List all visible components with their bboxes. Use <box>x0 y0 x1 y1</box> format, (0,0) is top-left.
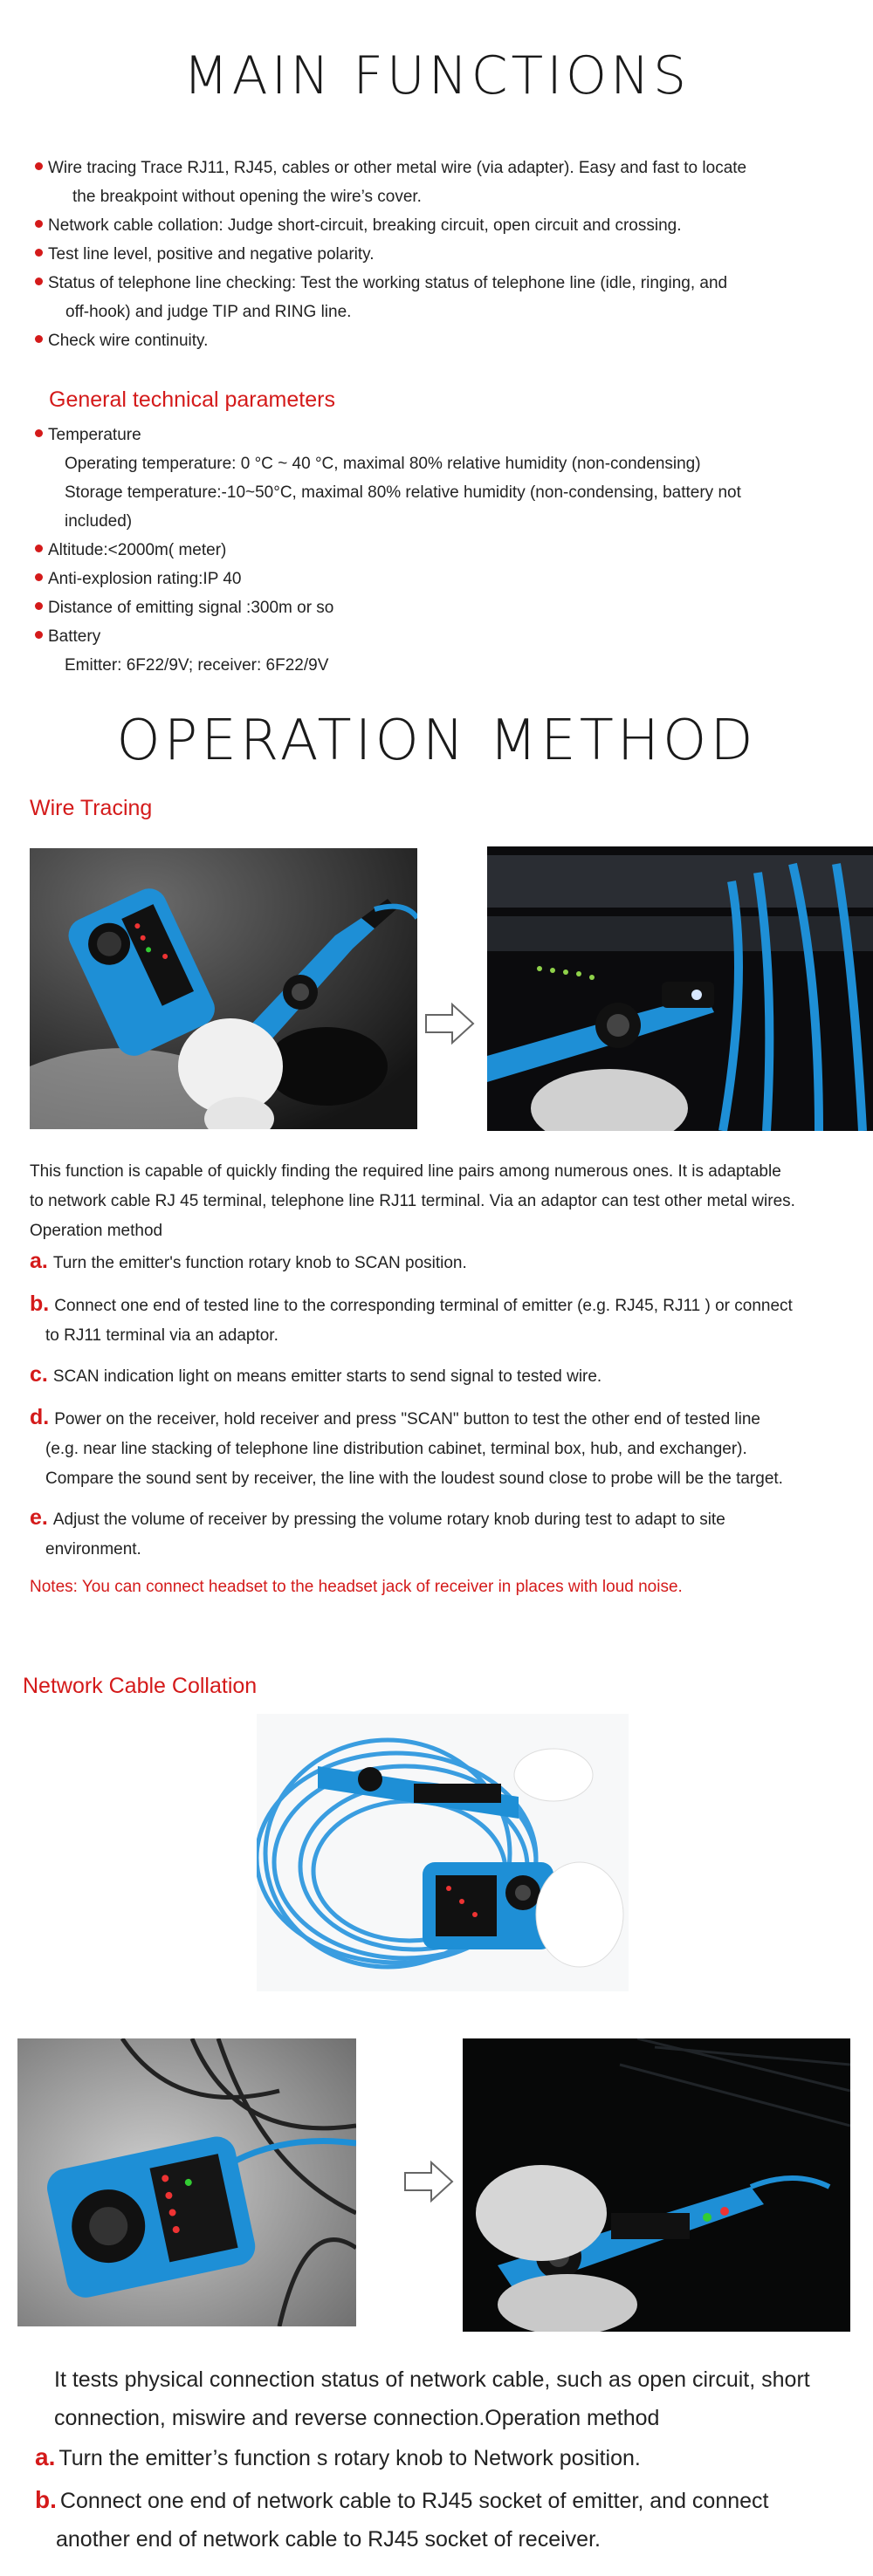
list-item: Network cable collation: Judge short-circuit, breaking circuit, open circuit and crossing. <box>35 211 856 240</box>
list-item: Temperature <box>35 421 856 449</box>
list-item: a. Turn the emitter's function rotary knob to SCAN position. <box>30 1249 467 1273</box>
list-item: d. Power on the receiver, hold receiver and press "SCAN" button to test the other end of tested line (e.g. near line stacking of telephone line distribution cabinet, terminal box, hub, and exchanger). Compare the sound sent by receiver, the line with the loudest sound close to probe will be the target. <box>30 1405 783 1488</box>
bullet-dot-icon <box>35 545 43 552</box>
bullet-dot-icon <box>35 602 43 610</box>
list-item: a. Turn the emitter’s function s rotary knob to Network position. <box>35 2443 641 2470</box>
bullet-dot-icon <box>35 335 43 343</box>
list-item: b. Connect one end of tested line to the corresponding terminal of emitter (e.g. RJ45, RJ11 ) or connect to RJ11 terminal via an adaptor. <box>30 1291 793 1345</box>
list-item: Anti-explosion rating:IP 40 <box>35 565 856 593</box>
bullet-dot-icon <box>35 429 43 437</box>
list-item: Check wire continuity. <box>35 326 856 355</box>
network-collation-heading: Network Cable Collation <box>23 1674 258 1698</box>
list-item: Wire tracing Trace RJ11, RJ45, cables or other metal wire (via adapter). Easy and fast to locate <box>35 154 856 182</box>
list-item: Distance of emitting signal :300m or so <box>35 593 856 622</box>
right-arrow-icon <box>403 2160 456 2203</box>
storage-temp: Storage temperature:-10~50°C, maximal 80% relative humidity (non-condensing, battery not <box>65 483 741 502</box>
storage-temp-cont: included) <box>65 512 133 531</box>
main-functions-list <box>35 154 856 355</box>
network-collation-description: It tests physical connection status of network cable, such as open circuit, short connection, miswire and reverse connection.Operation method <box>54 2367 810 2430</box>
wire-tracing-description: This function is capable of quickly finding the required line pairs among numerous ones. It is adaptable to network cable RJ 45 terminal, telephone line RJ11 terminal. Via an adaptor can test other metal wires. Operation method <box>30 1162 795 1240</box>
list-item: b. Connect one end of network cable to RJ45 socket of emitter, and connect another end of network cable to RJ45 socket of receiver. <box>35 2486 769 2552</box>
wire-tracing-heading: Wire Tracing <box>30 796 153 820</box>
tech-params-list <box>35 421 856 680</box>
battery-detail: Emitter: 6F22/9V; receiver: 6F22/9V <box>65 656 329 675</box>
bullet-dot-icon <box>35 573 43 581</box>
list-item: Altitude:<2000m( meter) <box>35 536 856 565</box>
wire-tracing-photo-switch <box>487 846 873 1131</box>
wire-tracing-steps <box>30 1246 859 1565</box>
wire-tracing-notes: Notes: You can connect headset to the headset jack of receiver in places with loud noise. <box>30 1578 683 1596</box>
list-item: c. SCAN indication light on means emitter starts to send signal to tested wire. <box>30 1362 602 1387</box>
right-arrow-icon <box>424 1002 477 1045</box>
bullet-dot-icon <box>35 220 43 228</box>
main-functions-title: MAIN FUNCTIONS <box>182 45 691 106</box>
bullet-dot-icon <box>35 631 43 639</box>
wire-tracing-photo-devices <box>30 848 417 1129</box>
network-collation-photo-coil <box>257 1714 629 1991</box>
list-item: Battery <box>35 622 856 651</box>
network-collation-photo-receiver <box>463 2038 850 2332</box>
bullet-dot-icon <box>35 249 43 257</box>
operating-temp: Operating temperature: 0 °C ~ 40 °C, maximal 80% relative humidity (non-condensing) <box>65 455 701 473</box>
list-item-cont: the breakpoint without opening the wire’s cover. <box>72 188 422 206</box>
list-item: e. Adjust the volume of receiver by pressing the volume rotary knob during test to adapt to site environment. <box>30 1505 725 1559</box>
list-item: Test line level, positive and negative polarity. <box>35 240 856 269</box>
operation-method-title: OPERATION METHOD <box>116 709 757 773</box>
bullet-dot-icon <box>35 277 43 285</box>
network-collation-steps <box>35 2438 860 2559</box>
list-item: Status of telephone line checking: Test the working status of telephone line (idle, ringing, and <box>35 269 856 298</box>
tech-params-heading: General technical parameters <box>49 387 335 412</box>
bullet-dot-icon <box>35 162 43 170</box>
network-collation-photo-emitter <box>17 2038 356 2326</box>
list-item-cont: off-hook) and judge TIP and RING line. <box>65 303 352 321</box>
